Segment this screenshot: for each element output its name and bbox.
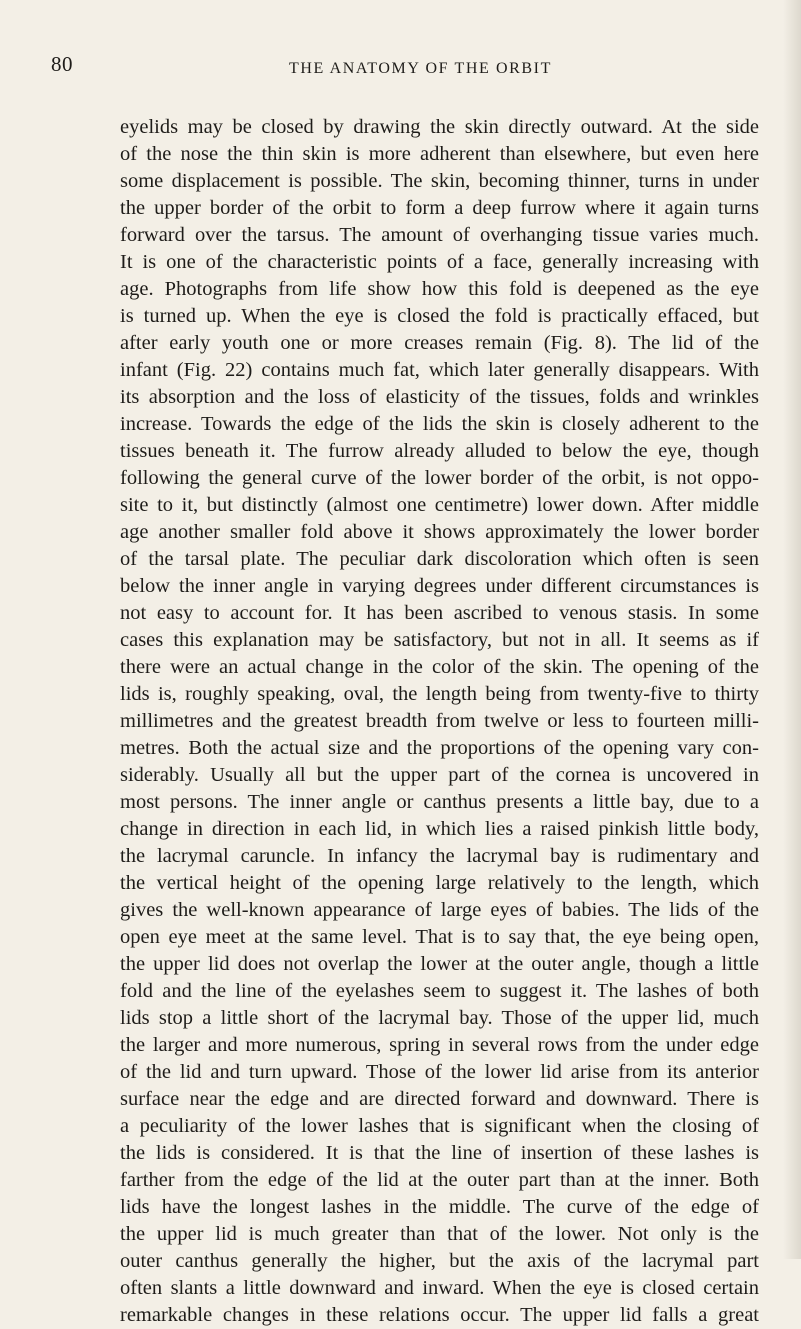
text-line: is turned up. When the eye is closed the fold is practically effaced, but <box>120 305 759 327</box>
text-line: there were an actual change in the color of the skin. The opening of the <box>120 656 759 678</box>
text-line: the lacrymal caruncle. In infancy the lacrymal bay is rudimentary and <box>120 845 759 867</box>
text-line: eyelids may be closed by drawing the skin directly outward. At the side <box>120 116 759 138</box>
text-line: the upper lid is much greater than that of the lower. Not only is the <box>120 1223 759 1245</box>
running-head: THE ANATOMY OF THE ORBIT <box>288 60 552 77</box>
text-line: the lids is considered. It is that the line of insertion of these lashes is <box>120 1142 759 1164</box>
text-line: after early youth one or more creases remain (Fig. 8). The lid of the <box>120 332 759 354</box>
text-line: below the inner angle in varying degrees under different circumstances is <box>120 575 759 597</box>
text-line: age. Photographs from life show how this fold is deepened as the eye <box>120 278 759 300</box>
text-line: following the general curve of the lower border of the orbit, is not oppo- <box>120 467 759 489</box>
text-line: lids stop a little short of the lacrymal bay. Those of the upper lid, much <box>120 1007 759 1029</box>
text-line: its absorption and the loss of elasticity of the tissues, folds and wrinkles <box>120 386 759 408</box>
text-line: gives the well-known appearance of large eyes of babies. The lids of the <box>120 899 759 921</box>
text-line: outer canthus generally the higher, but the axis of the lacrymal part <box>120 1250 759 1272</box>
text-line: forward over the tarsus. The amount of overhanging tissue varies much. <box>120 224 759 246</box>
text-line: surface near the edge and are directed forward and downward. There is <box>120 1088 759 1110</box>
text-line: the upper lid does not overlap the lower at the outer angle, though a little <box>120 953 759 975</box>
text-line: lids is, roughly speaking, oval, the length being from twenty-five to thirty <box>120 683 759 705</box>
text-line: age another smaller fold above it shows approximately the lower border <box>120 521 759 543</box>
text-line: metres. Both the actual size and the proportions of the opening vary con- <box>120 737 759 759</box>
text-line: fold and the line of the eyelashes seem to suggest it. The lashes of both <box>120 980 759 1002</box>
text-line: the vertical height of the opening large relatively to the length, which <box>120 872 759 894</box>
text-line: change in direction in each lid, in which lies a raised pinkish little body, <box>120 818 759 840</box>
text-line: of the nose the thin skin is more adherent than elsewhere, but even here <box>120 143 759 165</box>
text-line: the larger and more numerous, spring in several rows from the under edge <box>120 1034 759 1056</box>
text-line: tissues beneath it. The furrow already alluded to below the eye, though <box>120 440 759 462</box>
text-line: some displacement is possible. The skin, becoming thinner, turns in under <box>120 170 759 192</box>
text-line: siderably. Usually all but the upper part of the cornea is uncovered in <box>120 764 759 786</box>
page-number: 80 <box>51 52 73 76</box>
text-line: lids have the longest lashes in the middle. The curve of the edge of <box>120 1196 759 1218</box>
text-line: often slants a little downward and inward. When the eye is closed certain <box>120 1277 759 1299</box>
text-line: open eye meet at the same level. That is to say that, the eye being open, <box>120 926 759 948</box>
text-line: cases this explanation may be satisfactory, but not in all. It seems as if <box>120 629 759 651</box>
text-line: increase. Towards the edge of the lids the skin is closely adherent to the <box>120 413 759 435</box>
text-line: site to it, but distinctly (almost one centimetre) lower down. After middle <box>120 494 759 516</box>
text-line: the upper border of the orbit to form a deep furrow where it again turns <box>120 197 759 219</box>
text-line: most persons. The inner angle or canthus presents a little bay, due to a <box>120 791 759 813</box>
text-line: It is one of the characteristic points of a face, generally increasing with <box>120 251 759 273</box>
page-edge-shadow <box>783 0 801 1259</box>
text-line: a peculiarity of the lower lashes that is significant when the closing of <box>120 1115 759 1137</box>
body-text <box>120 114 759 1329</box>
text-line: infant (Fig. 22) contains much fat, which later generally disappears. With <box>120 359 759 381</box>
text-line: millimetres and the greatest breadth from twelve or less to fourteen milli- <box>120 710 759 732</box>
text-line: remarkable changes in these relations occur. The upper lid falls a great <box>120 1304 759 1326</box>
text-line: of the lid and turn upward. Those of the lower lid arise from its anterior <box>120 1061 759 1083</box>
text-line: farther from the edge of the lid at the outer part than at the inner. Both <box>120 1169 759 1191</box>
text-line: not easy to account for. It has been ascribed to venous stasis. In some <box>120 602 759 624</box>
text-line: of the tarsal plate. The peculiar dark discoloration which often is seen <box>120 548 759 570</box>
